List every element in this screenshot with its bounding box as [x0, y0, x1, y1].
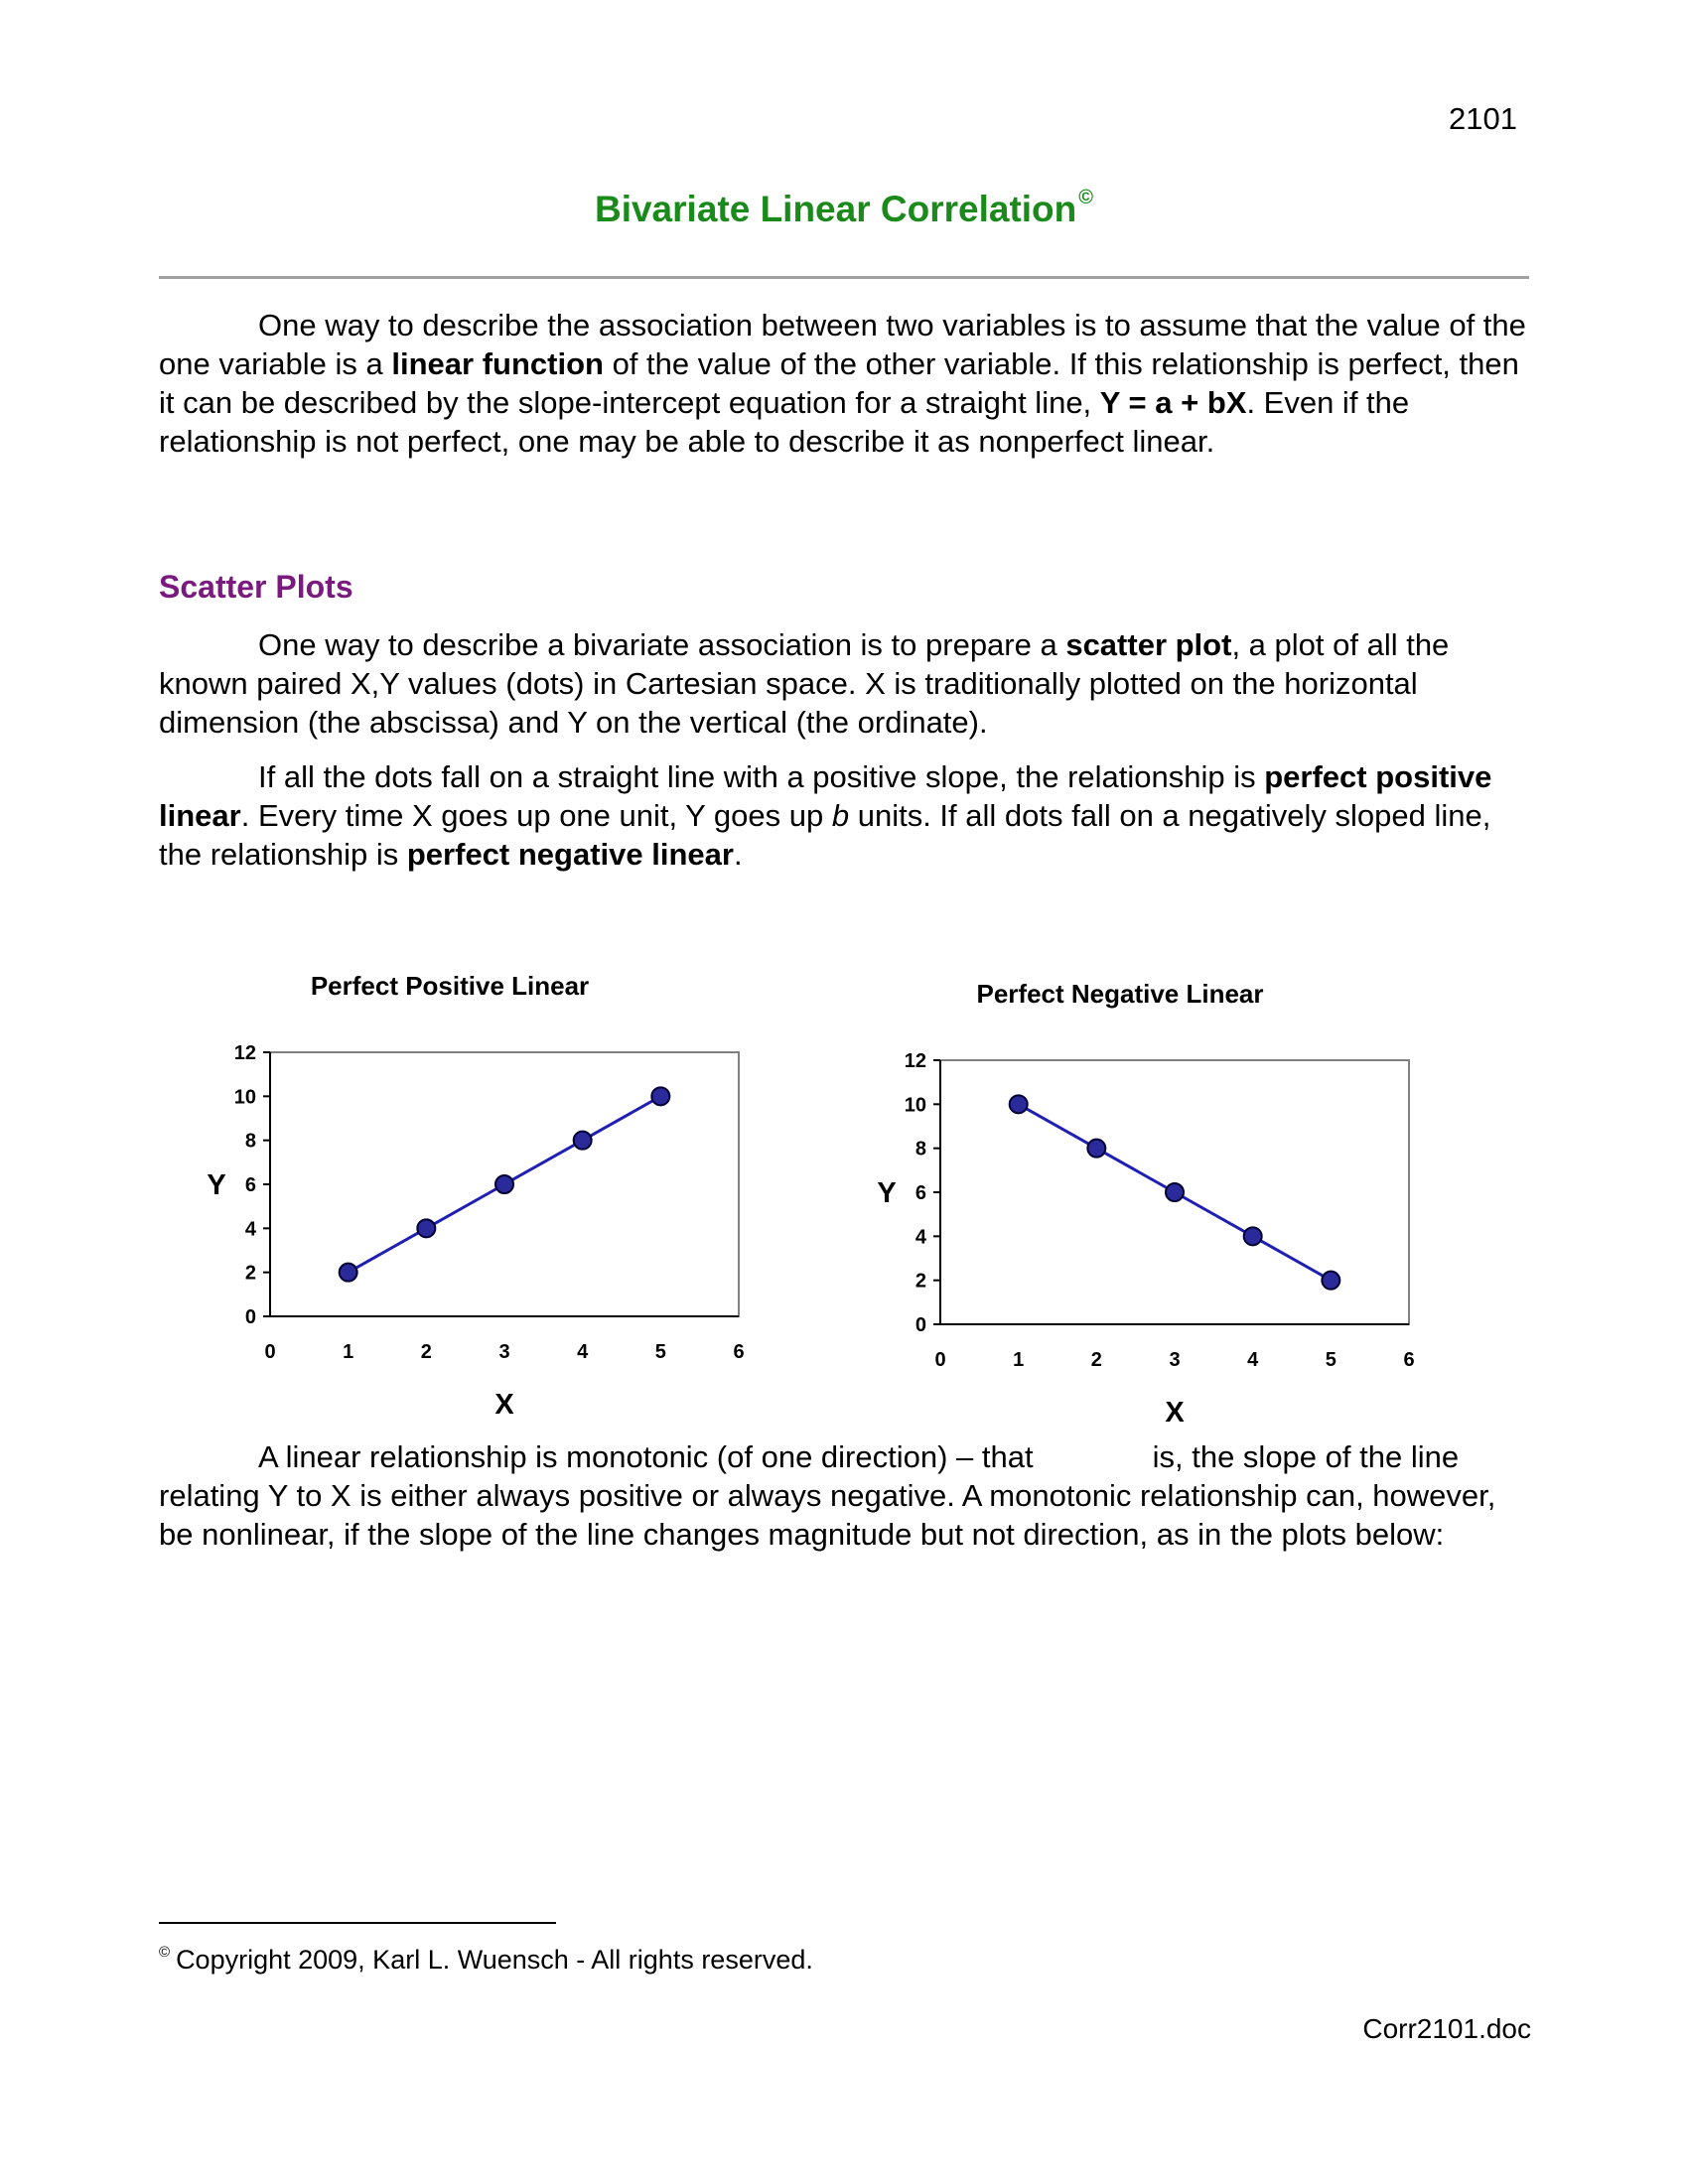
intro-paragraph [159, 306, 1529, 461]
linear-bold-negative: perfect negative linear [406, 837, 734, 872]
x-tick-label: 4 [577, 1341, 589, 1363]
monotonic-text-2: is, the slope of the line relating Y to X is either always positive or always negative. A monotonic relationship can, however, be nonlinear, if the slope of the line changes magnitude but not direction, as in the plots below: [159, 1439, 1496, 1552]
x-tick-label: 5 [1325, 1349, 1336, 1371]
footnote-mark: © [159, 1944, 171, 1961]
y-tick-label: 8 [244, 1130, 256, 1153]
footnote [159, 1944, 813, 1976]
chart-title: Perfect Positive Linear [310, 971, 590, 1001]
footnote-separator [159, 1922, 556, 1924]
y-tick-label: 2 [914, 1270, 926, 1293]
intro-bold-linear-function: linear function [391, 346, 604, 381]
data-point [574, 1132, 592, 1150]
x-tick-label: 0 [264, 1341, 276, 1363]
title-text: Bivariate Linear Correlation [594, 189, 1077, 229]
scatter-bold-scatter-plot: scatter plot [1065, 627, 1232, 662]
x-tick-label: 4 [1247, 1349, 1259, 1371]
data-point [1087, 1140, 1105, 1158]
linear-paragraph [159, 757, 1529, 874]
x-tick-label: 5 [654, 1341, 666, 1363]
data-point [417, 1219, 435, 1237]
x-tick-label: 1 [343, 1341, 354, 1363]
scatter-text-2: , a plot of all the known paired X,Y values (dots) in Cartesian space. X is traditionally plotted on the horizontal dimension (the abscissa) and Y on the vertical (the ordinate). [159, 627, 1450, 740]
chart-perfect-negative-linear [859, 961, 1455, 1437]
data-point [1322, 1272, 1339, 1290]
x-axis-label: X [494, 1389, 514, 1421]
x-tick-label: 6 [1403, 1349, 1415, 1371]
chart-perfect-positive-linear [189, 953, 784, 1430]
linear-bold-positive: perfect positive linear [159, 759, 1492, 833]
x-axis-label: X [1165, 1397, 1185, 1429]
data-point [340, 1264, 357, 1282]
y-tick-label: 4 [914, 1226, 926, 1249]
scatter-text-1: One way to describe a bivariate association is to prepare a [258, 627, 1066, 662]
y-axis-label: Y [877, 1177, 897, 1209]
y-tick-label: 12 [233, 1042, 256, 1064]
data-point [1166, 1183, 1184, 1201]
y-tick-label: 12 [904, 1050, 926, 1072]
y-tick-label: 4 [244, 1218, 256, 1241]
monotonic-text-1: A linear relationship is monotonic (of one direction) – that [258, 1439, 1034, 1474]
y-tick-label: 0 [914, 1314, 926, 1336]
y-tick-label: 6 [244, 1174, 256, 1196]
intro-bold-equation: Y = a + bX [1099, 385, 1247, 420]
linear-text-2: . Every time X goes up one unit, Y goes up [240, 798, 832, 833]
y-tick-label: 10 [233, 1086, 256, 1109]
intro-text-2: of the value of the other variable. If this relationship is perfect, then it can be described by the slope-intercept equation for a straight line, [159, 346, 1519, 420]
y-tick-label: 8 [914, 1138, 926, 1160]
page-title [0, 187, 1688, 230]
x-tick-label: 3 [498, 1341, 510, 1363]
intro-text-1: One way to describe the association between two variables is to assume that the value of the one variable is a [159, 308, 1526, 381]
y-tick-label: 0 [244, 1306, 256, 1328]
y-tick-label: 10 [904, 1094, 926, 1117]
data-point [1010, 1095, 1028, 1113]
linear-text-3: units. If all dots fall on a negatively sloped line, the relationship is [159, 798, 1491, 872]
title-divider [159, 276, 1529, 279]
chart-title: Perfect Negative Linear [976, 979, 1264, 1009]
data-point [1244, 1227, 1262, 1245]
linear-text-1: If all the dots fall on a straight line with a positive slope, the relationship is [258, 759, 1265, 794]
data-point [495, 1175, 513, 1193]
copyright-mark: © [1078, 187, 1093, 208]
footnote-text: Copyright 2009, Karl L. Wuensch - All rights reserved. [176, 1945, 813, 1975]
x-tick-label: 1 [1013, 1349, 1025, 1371]
document-filename: Corr2101.doc [1362, 2013, 1531, 2044]
y-tick-label: 2 [244, 1262, 256, 1285]
y-tick-label: 6 [914, 1182, 926, 1204]
x-tick-label: 3 [1169, 1349, 1181, 1371]
x-tick-label: 6 [733, 1341, 745, 1363]
page-number: 2101 [1449, 101, 1517, 136]
x-tick-label: 2 [420, 1341, 432, 1363]
linear-text-4: . [733, 837, 743, 872]
monotonic-paragraph [159, 1437, 1529, 1554]
linear-italic-b: b [831, 798, 850, 833]
scatter-paragraph [159, 625, 1529, 742]
x-tick-label: 0 [934, 1349, 946, 1371]
data-point [651, 1087, 669, 1105]
section-heading-scatter-plots: Scatter Plots [159, 569, 353, 605]
x-tick-label: 2 [1090, 1349, 1102, 1371]
intro-text-3: . Even if the relationship is not perfect, one may be able to describe it as nonperfect linear. [159, 385, 1410, 459]
y-axis-label: Y [207, 1169, 226, 1201]
